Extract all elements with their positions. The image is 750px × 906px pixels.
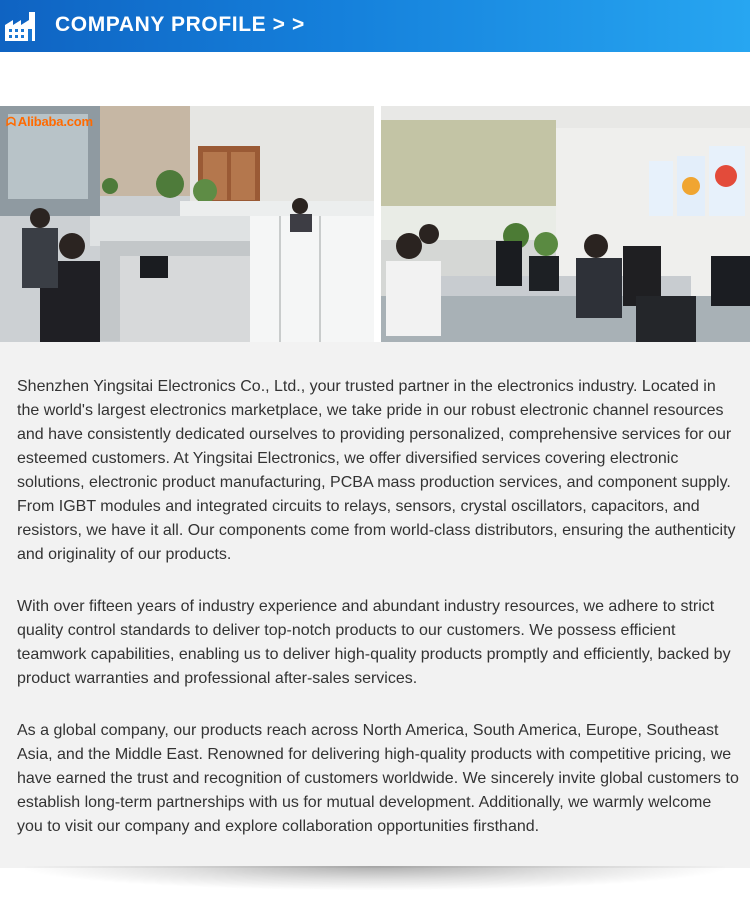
bottom-shadow [25, 866, 725, 890]
alibaba-logo-icon: ᗣ [6, 115, 16, 129]
office-photo-right [381, 106, 750, 342]
watermark-text: Alibaba.com [17, 114, 93, 129]
office-photos [0, 106, 750, 342]
company-description [0, 342, 750, 868]
office-photo-left [0, 106, 374, 342]
page-title: COMPANY PROFILE > > [55, 13, 305, 36]
factory-icon [4, 9, 40, 42]
section-header [0, 0, 750, 52]
alibaba-watermark [6, 114, 93, 130]
paragraph-global: As a global company, our products reach across North America, South America, Europe, Southeast Asia, and the Middle East. Renowned for delivering high-quality products with competitive pricing, we have earned the trust and recognition of customers worldwide. We sincerely invite global customers to establish long-term partnerships with us for mutual development. Additionally, we warmly welcome you to visit our company and explore collaboration opportunities firsthand. [17, 722, 739, 835]
paragraph-intro: Shenzhen Yingsitai Electronics Co., Ltd., your trusted partner in the electronics industry. Located in the world's largest electronics marketplace, we take pride in our robust electronic channel resources and have consistently dedicated ourselves to providing personalized, comprehensive services for our esteemed customers. At Yingsitai Electronics, we offer diversified services covering electronic solutions, electronic product manufacturing, PCBA mass production services, and component supply. From IGBT modules and integrated circuits to relays, sensors, crystal oscillators, capacitors, and resistors, we have it all. Our components come from world-class distributors, ensuring the authenticity and originality of our products. [17, 378, 736, 563]
paragraph-experience: With over fifteen years of industry experience and abundant industry resources, we adhere to strict quality control standards to deliver top-notch products to our customers. We possess efficient teamwork capabilities, enabling us to deliver high-quality products promptly and efficiently, backed by product warranties and professional after-sales services. [17, 598, 731, 687]
